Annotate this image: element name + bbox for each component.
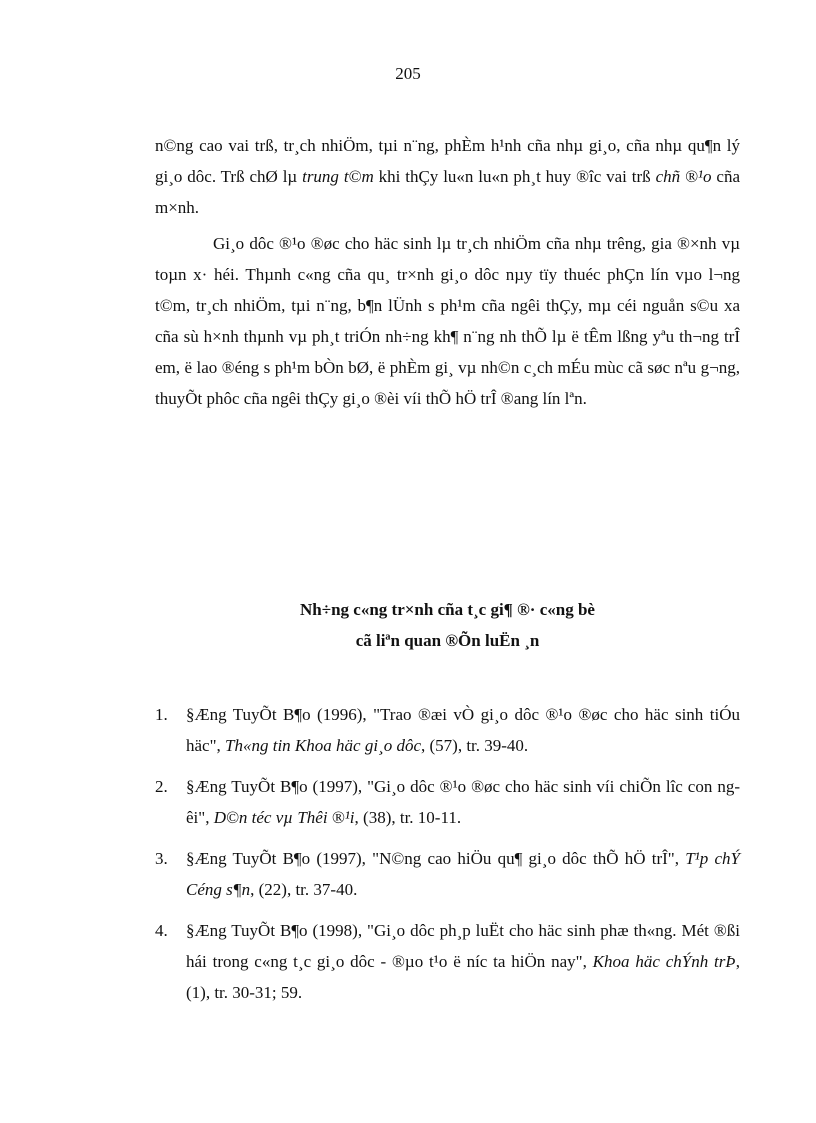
reference-details: , (22), tr. 37-40.: [250, 880, 358, 899]
reference-number: 1.: [155, 705, 168, 724]
reference-citation: §Æng TuyÕt B¶o (1996), "Trao ®æi vÒ gi¸o dôc ®¹o ®øc cho häc sinh tiÓu häc",: [186, 705, 740, 755]
reference-list: [155, 699, 740, 1018]
reference-citation: §Æng TuyÕt B¶o (1997), "N©ng cao hiÖu qu¶ gi¸o dôc thÕ hÖ trÎ",: [186, 849, 686, 868]
section-heading-line-1: Nh÷ng c«ng tr×nh cña t¸c gi¶ ®· c«ng bè: [300, 600, 595, 619]
reference-source: D©n téc vµ Thêi ®¹i: [213, 808, 355, 827]
reference-item: [155, 915, 740, 1008]
paragraph-1-text-c: khi thÇy lu«n lu«n ph¸t huy ®îc vai trß: [373, 167, 656, 186]
reference-number: 4.: [155, 921, 168, 940]
paragraph-1-emphasis-center: trung t©m: [302, 167, 374, 186]
reference-details: , (57), tr. 39-40.: [421, 736, 529, 755]
paragraph-2: Gi¸o dôc ®¹o ®øc cho häc sinh lµ tr¸ch nhiÖm cña nhµ trêng, gia ®×nh vµ toµn x· héi. Thµnh c«ng cña qu¸ tr×nh gi¸o dôc nµy tïy thuéc phÇn lín vµo l¬ng t©m, tr¸ch nhiÖm, tµi n¨ng, b¶n lÜnh s ph¹m cña ngêi thÇy, mµ céi nguån s©u xa cña sù h×nh thµnh vµ ph¸t triÓn nh÷ng kh¶ n¨ng nh thÕ lµ ë tÊm lßng yªu th¬ng trÎ em, ë lao ®éng s ph¹m bÒn bØ, ë phÈm gi¸ vµ nh©n c¸ch mÉu mùc cã søc nªu g¬ng, thuyÕt phôc cña ngêi thÇy gi¸o ®èi víi thÕ hÖ trÎ ®ang lín lªn.: [155, 234, 740, 408]
reference-source: T¹p chÝ Céng s¶n: [186, 849, 740, 899]
reference-citation: §Æng TuyÕt B¶o (1998), "Gi¸o dôc ph¸p luËt cho häc sinh phæ th«ng. Mét ®ßi hái trong c«ng t¸c gi¸o dôc - ®µo t¹o ë níc ta hiÖn nay",: [186, 921, 740, 971]
reference-item: [155, 771, 740, 833]
reference-citation: §Æng TuyÕt B¶o (1997), "Gi¸o dôc ®¹o ®øc cho häc sinh víi chiÕn lîc con ngêi",: [186, 777, 740, 827]
reference-details: , (1), tr. 30-31; 59.: [186, 952, 740, 1002]
reference-item: [155, 699, 740, 761]
reference-number: 2.: [155, 777, 168, 796]
paragraph-1-text-e: cña m×nh.: [155, 167, 741, 217]
reference-text: [186, 915, 740, 1008]
reference-details: , (38), tr. 10-11.: [354, 808, 462, 827]
reference-source: Th«ng tin Khoa häc gi¸o dôc: [225, 736, 421, 755]
reference-text: [186, 771, 740, 833]
paragraph-1-emphasis-leading: chñ ®¹o: [655, 167, 712, 186]
section-heading-line-2: cã liªn quan ®Õn luËn ¸n: [355, 631, 540, 650]
reference-text: [186, 699, 740, 761]
paragraph-1: [155, 130, 740, 223]
reference-source: Khoa häc chÝnh trÞ: [592, 952, 736, 971]
page-number: 205: [395, 64, 421, 83]
reference-text: [186, 843, 740, 905]
section-heading: [155, 594, 740, 656]
reference-item: [155, 843, 740, 905]
reference-number: 3.: [155, 849, 168, 868]
paragraph-1-text-a: n©ng cao vai trß, tr¸ch nhiÖm, tµi n¨ng, phÈm h¹nh cña nhµ gi¸o, cña nhµ qu¶n lý gi¸o dôc. Trß chØ lµ: [155, 136, 740, 186]
